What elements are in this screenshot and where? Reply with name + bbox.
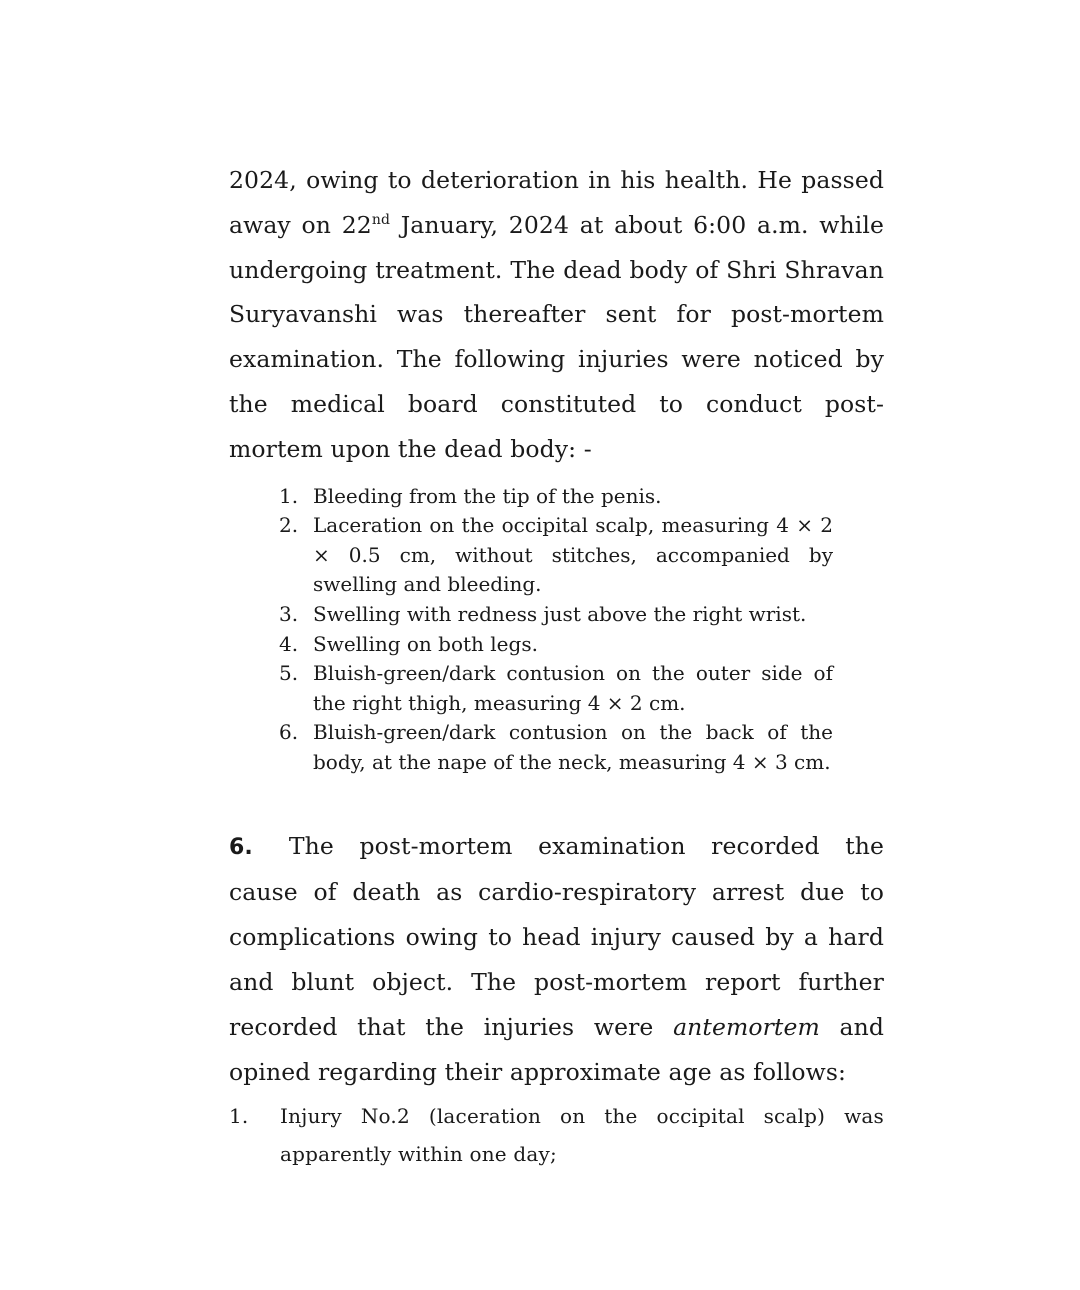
list-item-text: Bluish-green/dark contusion on the back of the body, at the nape of the neck, measuring 4 × 3 cm. [313,720,833,774]
list-item-number: 4. [279,631,299,656]
paragraph-text-a: 2024, owing to deterioration in his health. He passed away on 22 [229,166,884,239]
italic-term: antemortem [673,1012,820,1041]
list-item [279,482,833,512]
list-item-text: Bluish-green/dark contusion on the outer side of the right thigh, measuring 4 × 2 cm. [313,661,833,715]
injury-list [229,482,833,778]
section-6-paragraph [229,824,884,1095]
section-text-b: and opined regarding their approximate age as follows: [229,1012,884,1086]
list-item-number: 6. [279,720,299,745]
paragraph-continuation [229,158,884,472]
list-item-number: 1. [279,483,299,508]
list-item-text: Bleeding from the tip of the penis. [313,483,662,508]
list-item-number: 5. [279,661,299,686]
document-page [229,158,884,1173]
list-item-number: 1. [229,1104,249,1129]
list-item-text: Swelling with redness just above the right wrist. [313,601,807,626]
list-item-text: Injury No.2 (laceration on the occipital scalp) was apparently within one day; [280,1104,884,1166]
section-number: 6. [229,834,253,860]
list-item [279,511,833,600]
list-item-number: 3. [279,601,299,626]
list-item-text: Swelling on both legs. [313,631,538,656]
injury-age-list [229,1098,884,1173]
list-item-text: Laceration on the occipital scalp, measuring 4 × 2 × 0.5 cm, without stitches, accompanied by swelling and bleeding. [313,513,833,597]
paragraph-text-b: January, 2024 at about 6:00 a.m. while undergoing treatment. The dead body of Shri Shravan Suryavanshi was thereafter sent for post-mortem examination. The following injuries were noticed by the medical board constituted to conduct post-mortem upon the dead body: - [229,210,884,463]
ordinal-superscript: nd [371,211,391,228]
list-item [279,630,833,660]
list-item [279,718,833,777]
list-item-number: 2. [279,513,299,538]
list-item [279,600,833,630]
list-item [279,659,833,718]
section-text-a: The post-mortem examination recorded the cause of death as cardio-respiratory arrest due to complications owing to head injury caused by a hard and blunt object. The post-mortem report further recorded that the injuries were [229,831,884,1041]
list-item [229,1098,884,1173]
